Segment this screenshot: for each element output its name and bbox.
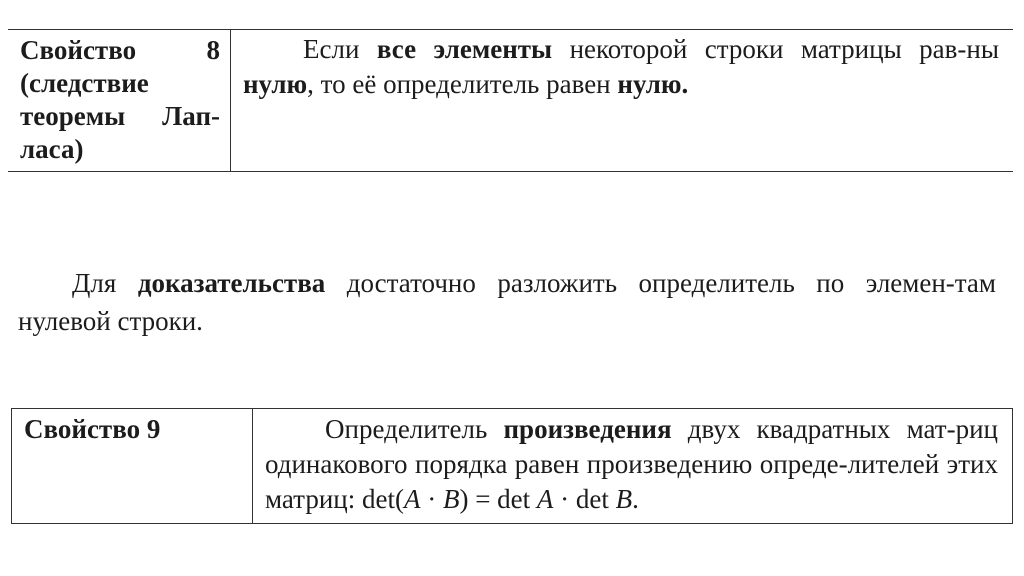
property-9-text bbox=[253, 409, 1013, 524]
text-span: , то её определитель равен bbox=[307, 69, 618, 99]
formula-var: A bbox=[403, 484, 421, 514]
formula-part: · bbox=[420, 484, 443, 514]
property-8-text bbox=[231, 30, 1014, 172]
property-8-box bbox=[8, 29, 1013, 172]
text-span: Для bbox=[72, 268, 138, 298]
property-9-box bbox=[11, 408, 1013, 524]
property-8-number: 8 bbox=[206, 35, 220, 65]
bold-text: нулю bbox=[243, 69, 308, 99]
formula-var: B bbox=[442, 484, 460, 514]
det-formula bbox=[362, 484, 639, 514]
property-8-title bbox=[8, 30, 231, 172]
text-span: достаточно разложить определитель по элемен-там нулевой строки. bbox=[18, 268, 996, 336]
property-8-subtitle: (следствие теоремы Лап-ласа) bbox=[20, 68, 220, 164]
bold-text: нулю. bbox=[617, 69, 689, 99]
formula-part: det( bbox=[361, 484, 404, 514]
text-span: Если bbox=[303, 34, 377, 64]
formula-var: A bbox=[536, 484, 554, 514]
bold-text: доказательства bbox=[137, 268, 326, 298]
property-9-title: Свойство 9 bbox=[12, 409, 253, 524]
bold-text: все элементы bbox=[376, 34, 553, 64]
text-span: двух квадратных мат-риц одинакового порядка равен произведению опреде-лителей этих матриц: bbox=[265, 414, 998, 514]
bold-text: произведения bbox=[503, 414, 672, 444]
text-span: некоторой строки матрицы рав-ны bbox=[552, 34, 999, 64]
text-span: Определитель bbox=[325, 414, 504, 444]
proof-paragraph bbox=[18, 264, 996, 340]
property-8-label: Свойство bbox=[20, 35, 137, 65]
formula-part: · det bbox=[553, 484, 616, 514]
formula-part: . bbox=[632, 484, 639, 514]
formula-var: B bbox=[615, 484, 633, 514]
formula-part: ) = det bbox=[459, 484, 537, 514]
